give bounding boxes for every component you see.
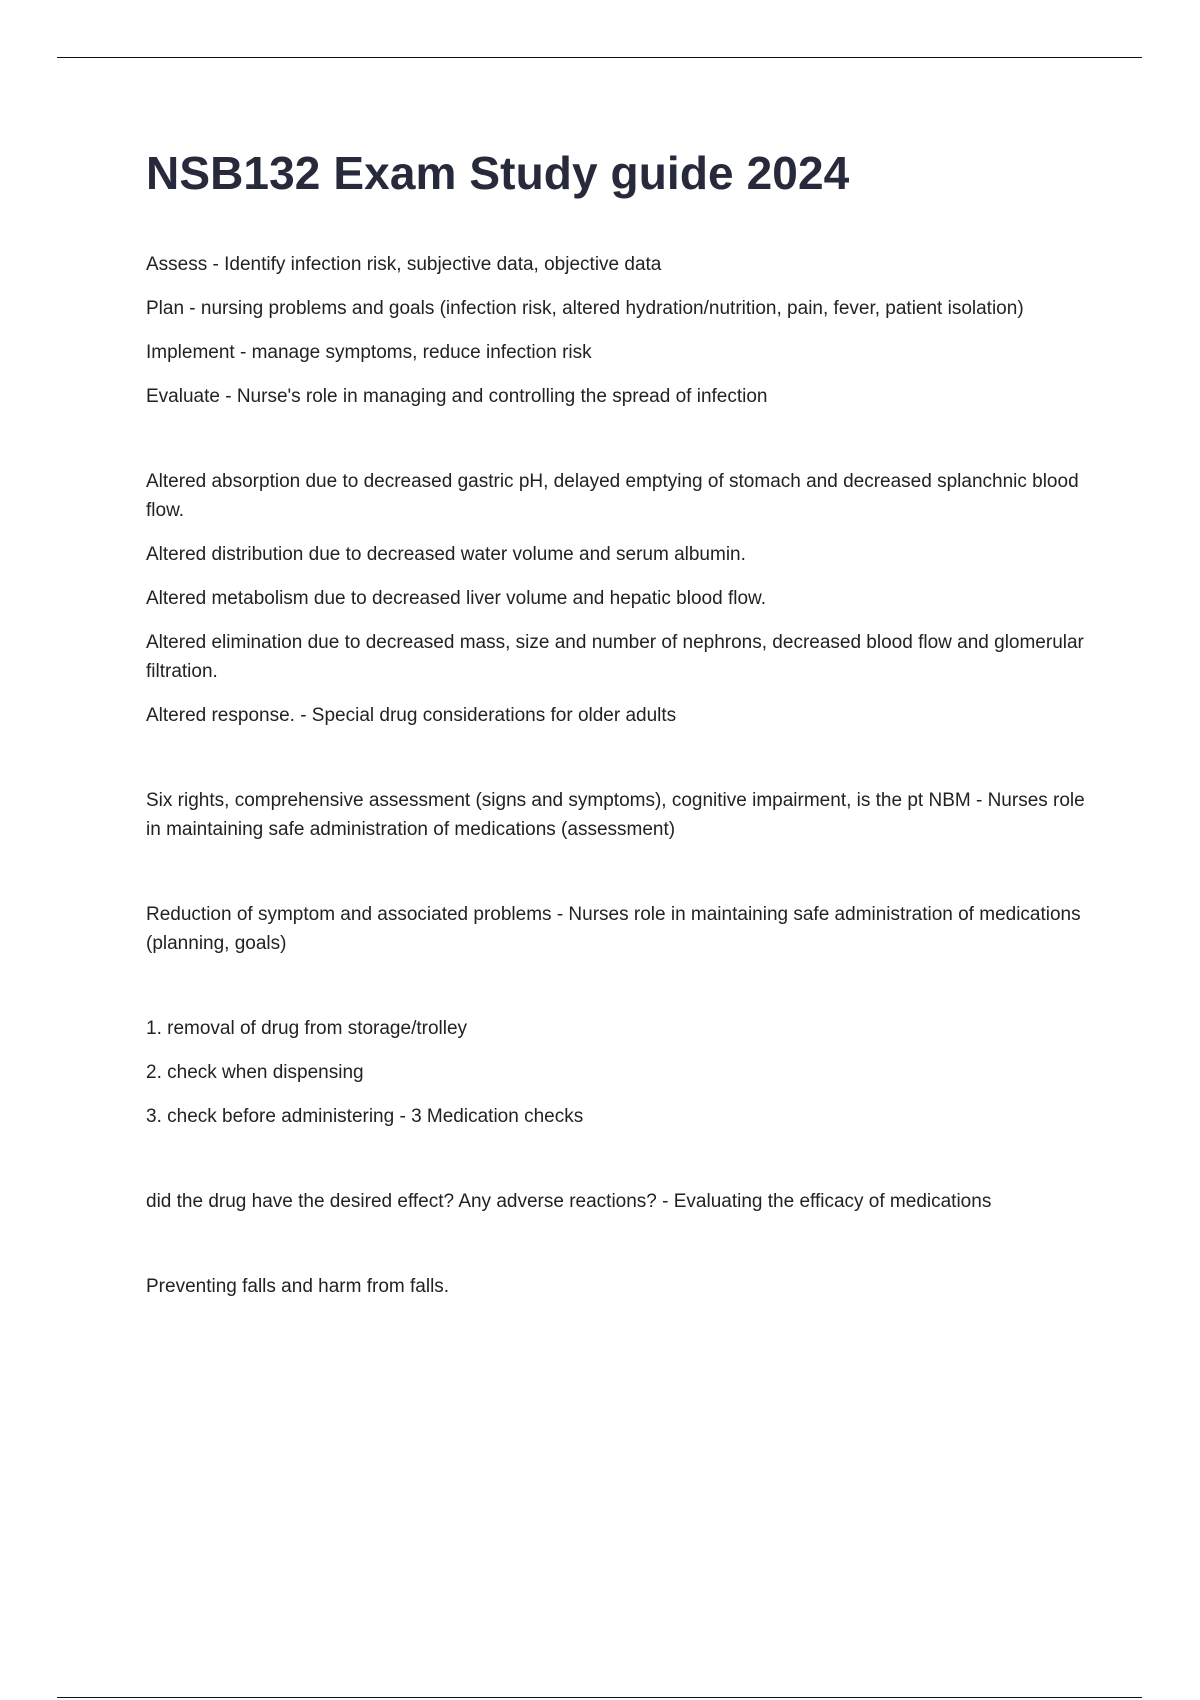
section-medication-checks [146,1014,1091,1131]
paragraph-implement: Implement - manage symptoms, reduce infection risk [146,342,592,363]
section-medication-planning [146,900,1091,958]
paragraph-desired-effect: did the drug have the desired effect? Any adverse reactions? - Evaluating the efficacy of medications [146,1191,992,1212]
list-item-check-2: 2. check when dispensing [146,1062,364,1083]
paragraph-altered-absorption: Altered absorption due to decreased gastric pH, delayed emptying of stomach and decreased splanchnic blood flow. [146,471,1079,521]
section-medication-assessment [146,786,1091,844]
document-body [146,143,1091,1301]
bottom-divider [57,1697,1142,1698]
paragraph-preventing-falls: Preventing falls and harm from falls. [146,1276,450,1297]
section-medication-efficacy [146,1187,1091,1216]
paragraph-altered-metabolism: Altered metabolism due to decreased liver volume and hepatic blood flow. [146,588,766,609]
paragraph-plan: Plan - nursing problems and goals (infection risk, altered hydration/nutrition, pain, fever, patient isolation) [146,298,1024,319]
paragraph-evaluate: Evaluate - Nurse's role in managing and controlling the spread of infection [146,386,768,407]
top-divider [57,57,1142,58]
section-older-adult-pharmacology [146,467,1091,730]
list-item-check-3: 3. check before administering - 3 Medication checks [146,1106,584,1127]
paragraph-six-rights: Six rights, comprehensive assessment (signs and symptoms), cognitive impairment, is the pt NBM - Nurses role in maintaining safe administration of medications (assessment) [146,790,1085,840]
section-falls [146,1272,1091,1301]
paragraph-assess: Assess - Identify infection risk, subjective data, objective data [146,254,662,275]
document-title: NSB132 Exam Study guide 2024 [146,147,850,199]
section-nursing-process-infection [146,250,1091,411]
paragraph-altered-distribution: Altered distribution due to decreased water volume and serum albumin. [146,544,746,565]
paragraph-altered-response: Altered response. - Special drug considerations for older adults [146,705,677,726]
paragraph-altered-elimination: Altered elimination due to decreased mass, size and number of nephrons, decreased blood flow and glomerular filtration. [146,632,1084,682]
paragraph-reduction-of-symptom: Reduction of symptom and associated problems - Nurses role in maintaining safe administration of medications (planning, goals) [146,904,1081,954]
list-item-check-1: 1. removal of drug from storage/trolley [146,1018,468,1039]
